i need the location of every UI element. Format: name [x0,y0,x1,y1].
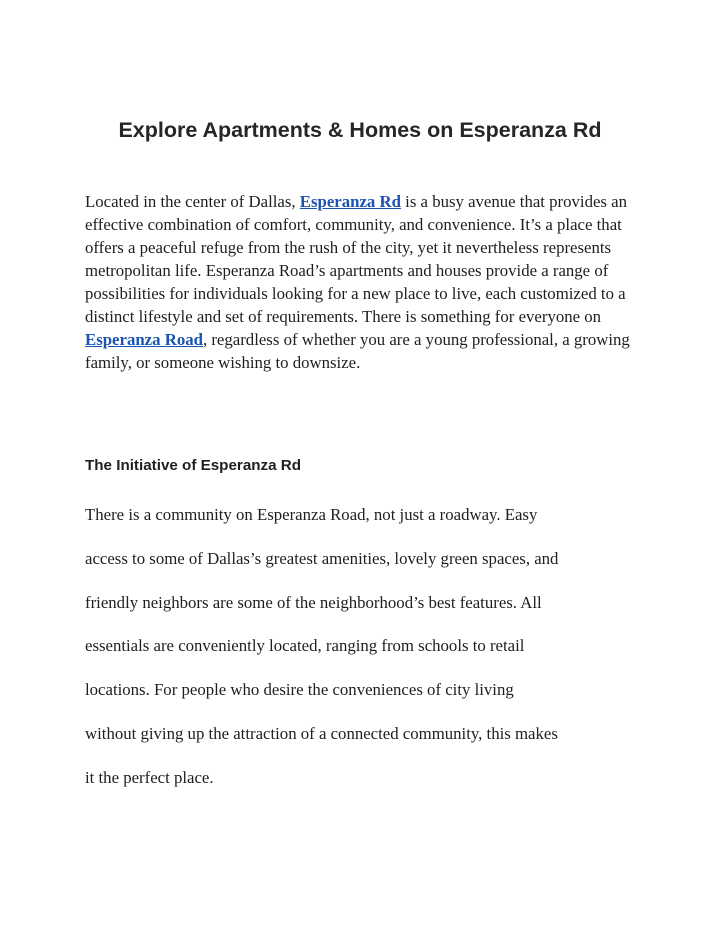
section-line: without giving up the attraction of a connected community, this makes [85,723,558,743]
intro-paragraph [85,190,645,374]
page-title: Explore Apartments & Homes on Esperanza Rd [118,118,602,142]
section-line: it the perfect place. [85,767,214,787]
section-line: essentials are conveniently located, ranging from schools to retail [85,636,525,656]
esperanza-road-link[interactable]: Esperanza Road [85,330,203,349]
intro-text-middle: is a busy avenue that provides an effective combination of comfort, community, and convenience. It’s a place that offers a peaceful refuge from the rush of the city, yet it nevertheless represents metropolitan life. Esperanza Road’s apartments and houses provide a range of possibilities for individuals looking for a new place to live, each customized to a distinct lifestyle and set of requirements. There is something for everyone on [85,192,627,326]
section-paragraph [85,493,645,800]
section-line: locations. For people who desire the conveniences of city living [85,680,514,700]
section-line: access to some of Dallas’s greatest amenities, lovely green spaces, and [85,548,559,568]
section-heading: The Initiative of Esperanza Rd [85,457,302,474]
section-line: friendly neighbors are some of the neighborhood’s best features. All [85,592,542,612]
section-line: There is a community on Esperanza Road, not just a roadway. Easy [85,505,538,524]
intro-text-end: , regardless of whether you are a young professional, a growing family, or someone wishing to downsize. [85,330,630,372]
intro-text-start: Located in the center of Dallas, [85,192,300,211]
esperanza-rd-link[interactable]: Esperanza Rd [299,192,401,211]
